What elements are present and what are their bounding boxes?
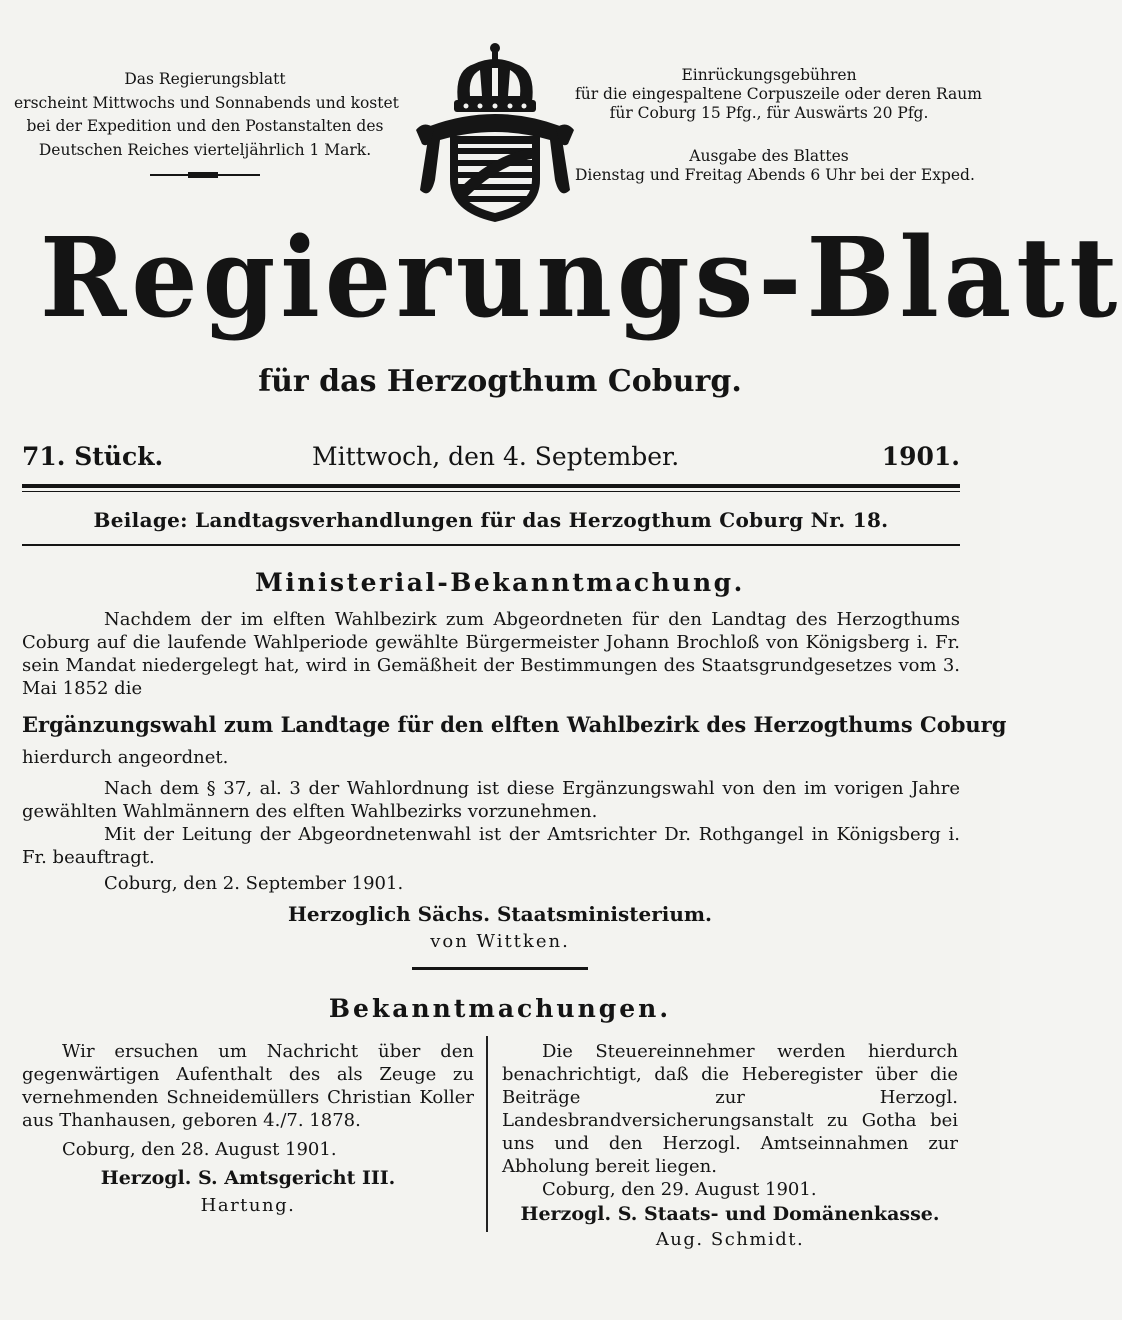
issue-heading: Ausgabe des Blattes — [689, 147, 849, 165]
announcements-heading: Bekanntmachungen. — [328, 994, 672, 1023]
issue-schedule: Dienstag und Freitag Abends 6 Uhr bei der Exped. — [575, 166, 975, 184]
announcement-right-signature: Aug. Schmidt. — [655, 1229, 805, 1250]
issue-line — [22, 442, 960, 482]
ministerial-heading: Ministerial-Bekanntmachung. — [255, 568, 745, 597]
announcement-left-text: Wir ersuchen um Nachricht über den gegenwärtigen Aufenthalt des als Zeuge zu vernehmenden Schneidemüllers Christian Koller aus Thanhausen, geboren 4./7. 1878. — [22, 1041, 474, 1131]
ministerial-paragraph-4: Mit der Leitung der Abgeordnetenwahl ist der Amtsrichter Dr. Rothgangel in Königsberg i. Fr. beauftragt. — [22, 824, 960, 868]
masthead-subtitle: für das Herzogthum Coburg. — [258, 364, 742, 399]
supplement-rule — [22, 544, 960, 546]
ministerial-centered-line: Ergänzungswahl zum Landtage für den elften Wahlbezirk des Herzogthums Coburg — [22, 712, 1007, 737]
fees-heading: Einrückungsgebühren — [681, 66, 857, 84]
announcement-left-place-date: Coburg, den 28. August 1901. — [62, 1139, 337, 1160]
subscription-line-2: erscheint Mittwochs und Sonnabends und kostet — [14, 93, 399, 112]
subscription-info — [14, 68, 399, 176]
section-divider — [412, 967, 588, 970]
announcement-right — [502, 1040, 958, 1251]
ministerial-place-date: Coburg, den 2. September 1901. — [104, 873, 404, 894]
ornament-rule-left — [150, 174, 260, 176]
ministerial-paragraph-2: hierdurch angeordnet. — [22, 747, 229, 768]
coat-of-arms-icon — [410, 40, 580, 225]
announcement-right-place-date: Coburg, den 29. August 1901. — [542, 1179, 817, 1200]
issue-year: 1901. — [881, 442, 960, 471]
issue-date: Mittwoch, den 4. September. — [312, 442, 680, 471]
ministerial-paragraph-1: Nachdem der im elften Wahlbezirk zum Abgeordneten für den Landtag des Herzogthums Coburg auf die laufende Wahlperiode gewählte Bürgermeister Johann Brochloß von Königsberg i. Fr. sein Mandat niedergelegt hat, wird in Gemäßheit der Bestimmungen des Staatsgrundgesetzes vom 3. Mai 1852 die — [22, 609, 960, 699]
ministerial-authority: Herzoglich Sächs. Staatsministerium. — [287, 902, 713, 926]
column-divider — [486, 1036, 488, 1232]
issue-number: 71. Stück. — [22, 442, 164, 471]
announcement-left — [22, 1040, 474, 1217]
announcement-right-text: Die Steuereinnehmer werden hierdurch benachrichtigt, daß die Heberegister über die Beiträge zur Herzogl. Landesbrandversicherungsanstalt zu Gotha bei uns und den Herzogl. Amtseinnahmen zur Abholung bereit liegen. — [502, 1041, 958, 1177]
fees-line-1: für die eingespaltene Corpuszeile oder deren Raum — [575, 85, 982, 103]
subscription-line-3: bei der Expedition und den Postanstalten des — [26, 117, 384, 135]
issue-rule-top — [22, 484, 960, 488]
masthead-title: Regierungs-Blatt — [40, 212, 1122, 343]
announcement-left-authority: Herzogl. S. Amtsgericht III. — [100, 1167, 396, 1189]
ministerial-paragraph-3: Nach dem § 37, al. 3 der Wahlordnung ist diese Ergänzungswahl von den im vorigen Jahre gewählten Wahlmännern des elften Wahlbezirks vorzunehmen. — [22, 778, 960, 822]
issue-rule-thin — [22, 491, 960, 492]
advertising-info — [575, 66, 982, 185]
announcement-left-signature: Hartung. — [200, 1195, 296, 1216]
supplement-note: Beilage: Landtagsverhandlungen für das Herzogthum Coburg Nr. 18. — [93, 508, 889, 532]
subscription-line-4: Deutschen Reiches vierteljährlich 1 Mark. — [38, 140, 372, 159]
subscription-line-1: Das Regierungsblatt — [124, 70, 286, 88]
announcement-right-authority: Herzogl. S. Staats- und Domänenkasse. — [520, 1203, 940, 1225]
ministerial-signature: von Wittken. — [430, 931, 570, 952]
fees-line-2: für Coburg 15 Pfg., für Auswärts 20 Pfg. — [609, 104, 929, 122]
